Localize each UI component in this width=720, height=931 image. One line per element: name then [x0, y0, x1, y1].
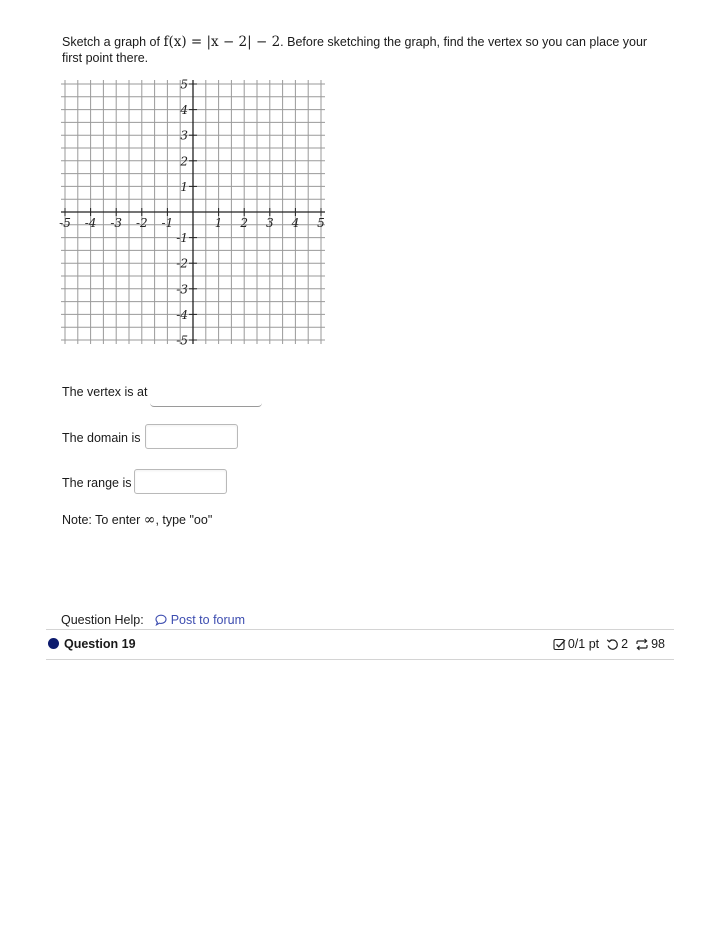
y-tick-label: -1 — [176, 231, 188, 246]
forum-link-text: Post to forum — [170, 613, 246, 627]
question-help — [61, 613, 245, 627]
range-input[interactable] — [134, 469, 227, 494]
function-formula: f(x) = |x − 2| − 2 — [163, 34, 281, 50]
speech-bubble-icon — [155, 614, 167, 626]
prompt-text-after: . Before sketching the graph, find the vertex so you can place your first point there. — [62, 35, 648, 65]
y-axis-tick-labels — [176, 79, 188, 348]
question-stats — [546, 637, 665, 651]
infinity-symbol: ∞ — [143, 512, 156, 528]
prompt-text-before: Sketch a graph of — [62, 35, 164, 49]
x-tick-label: -3 — [110, 216, 123, 230]
undo-icon — [606, 638, 619, 651]
x-tick-label: 4 — [291, 216, 300, 230]
y-tick-label: 1 — [180, 179, 188, 194]
score-stat — [553, 637, 599, 651]
question-prompt — [62, 34, 662, 66]
question-title[interactable]: Question 19 — [64, 637, 136, 651]
score-value: 0/1 pt — [567, 637, 600, 651]
y-tick-label: -3 — [176, 282, 188, 297]
note-prefix: Note: To enter — [62, 513, 144, 527]
y-tick-label: -4 — [176, 307, 188, 322]
help-label: Question Help: — [61, 613, 144, 627]
question-status-dot — [48, 638, 59, 649]
x-tick-label: 1 — [214, 216, 223, 230]
vertex-label: The vertex is at — [62, 385, 148, 399]
x-tick-label: 2 — [240, 216, 249, 230]
x-axis-tick-labels — [59, 216, 325, 230]
attempts-stat — [635, 637, 665, 651]
divider-bottom — [46, 659, 674, 660]
divider-top — [46, 629, 674, 630]
y-tick-label: 5 — [180, 79, 188, 92]
x-tick-label: 3 — [265, 216, 274, 230]
x-tick-label: 5 — [317, 216, 325, 230]
note-suffix: , type "oo" — [155, 513, 213, 527]
vertex-input[interactable] — [150, 386, 262, 407]
retries-stat — [606, 637, 628, 651]
domain-input[interactable] — [145, 424, 238, 449]
y-tick-label: 4 — [180, 103, 188, 118]
y-tick-label: -2 — [176, 256, 188, 271]
axes — [61, 80, 325, 344]
infinity-note — [62, 512, 212, 528]
x-tick-label: -5 — [59, 216, 71, 230]
attempts-value: 98 — [651, 637, 665, 651]
retries-value: 2 — [621, 637, 629, 651]
checkbox-icon — [553, 638, 566, 651]
y-tick-label: 2 — [180, 154, 188, 169]
x-tick-label: -1 — [161, 216, 174, 230]
graphing-canvas[interactable] — [58, 79, 330, 349]
repeat-icon — [635, 638, 649, 651]
x-tick-label: -4 — [84, 216, 97, 230]
domain-label: The domain is — [62, 431, 141, 445]
y-tick-label: 3 — [180, 128, 188, 143]
y-tick-label: -5 — [176, 333, 188, 348]
post-to-forum-link[interactable] — [155, 613, 245, 627]
x-tick-label: -2 — [135, 216, 148, 230]
range-label: The range is — [62, 476, 132, 490]
